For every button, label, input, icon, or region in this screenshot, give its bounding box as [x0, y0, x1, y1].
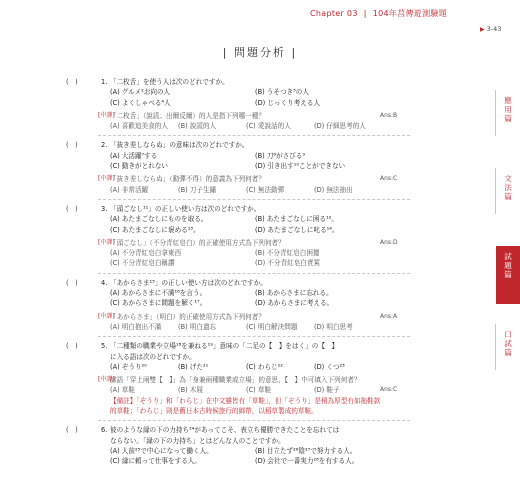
question-5: [66, 341, 410, 416]
translation-option-b: (B) 不分青紅皂白困擾: [255, 249, 320, 258]
note-line-1: 【備註】「ぞうり」和「わらじ」在中文雖皆有「草鞋」，但「ぞうり」是稍為厚型有如拖鞋款: [110, 396, 381, 405]
option-d: (D) あからさまに考える。: [255, 299, 334, 308]
tab-grammar[interactable]: [495, 168, 520, 214]
tab-label: 試 題 篇: [504, 252, 512, 279]
question-number: 6.: [101, 426, 108, 435]
triangle-icon: ▶: [480, 26, 485, 33]
translation-option-c: (C) 明白解決問題: [246, 322, 298, 331]
translation-tag: [中譯]: [98, 376, 115, 384]
section-title: | 問題分析 |: [222, 46, 298, 59]
translation-tag: [中譯]: [98, 175, 115, 183]
translation-option-d: (D) 鞋子: [314, 386, 340, 395]
translation-block: [98, 238, 410, 269]
option-c: (C) わらじ²²: [246, 362, 283, 371]
question-stem-line-2: ならない。「縁の下の力持ち」とはどんな人のことですか。: [110, 436, 285, 445]
question-stem: 「抜き差しならぬ」の意味は次のどれですか。: [110, 141, 249, 150]
translation-block: [98, 111, 410, 132]
translation-block: [98, 174, 410, 195]
translation-block: [98, 375, 410, 416]
answer-blank[interactable]: ( ): [66, 426, 78, 435]
question-6: [66, 425, 410, 466]
answer-blank[interactable]: ( ): [66, 342, 78, 351]
option-c: (C) よくしゃべる⁴人: [110, 98, 171, 107]
option-b: (B) げた²¹: [178, 362, 209, 371]
translation-option-b: (B) 說謊的人: [178, 122, 217, 131]
option-b: (B) あたまごなしに困る¹²。: [255, 215, 338, 224]
answer-blank[interactable]: ( ): [66, 141, 78, 150]
option-d: (D) 引き出す¹⁰ことができない: [255, 162, 346, 171]
translation-option-a: (A) 草鞋: [110, 386, 135, 395]
translation-stem: 「頭ごなし」（不分青紅皂白）的正確使用方式為下列何者？: [110, 238, 285, 247]
chapter-label: Chapter 03: [310, 9, 358, 18]
option-a: (A) グルメ²お向の人: [110, 88, 171, 97]
translation-tag: [中譯]: [98, 238, 115, 246]
option-a: (A) 人前²⁵で中心になって働く人。: [110, 446, 213, 455]
option-a: (A) あたまごなしにものを取る。: [110, 215, 208, 224]
translation-option-c: (C) 不分青紅皂白稱讚: [110, 259, 175, 268]
translation-stem: 「あからさま」（明白）的正確使用方式為下列何者？: [110, 312, 265, 321]
question-1: [66, 77, 410, 131]
question-stem: 「あからさま¹⁵」の正しい使い方は次のどれですか。: [110, 278, 267, 287]
option-d: (D) 会社で一番実力²⁸を有する人。: [255, 457, 359, 466]
translation-tag: [中譯]: [98, 312, 115, 320]
question-number: 3.: [101, 204, 108, 213]
translation-option-a: (A) 喜歡追美食的人: [110, 122, 168, 131]
translation-option-d: (D) 無法抽出: [314, 185, 353, 194]
question-stem: 「頭ごなし¹¹」の正しい使い方は次のどれですか。: [110, 204, 261, 213]
answer-key: Ans:A: [380, 312, 398, 320]
translation-option-c: (C) 愛說話的人: [246, 122, 291, 131]
option-c: (C) あたまごなしに褒める¹³。: [110, 225, 200, 234]
question-number: 1.: [101, 78, 108, 86]
option-d: (D) じっくり考える人: [255, 98, 321, 107]
answer-blank[interactable]: ( ): [66, 78, 78, 86]
translation-option-d: (D) 仔細思考的人: [314, 122, 366, 131]
translation-option-a: (A) 非常活躍: [110, 185, 149, 194]
option-c: (C) あからさまに間題を解く¹⁷。: [110, 299, 207, 308]
question-2: [66, 140, 410, 194]
answer-key: Ans:D: [380, 238, 398, 246]
question-4: [66, 278, 410, 332]
chapter-heading: Chapter 03 | 104年莒傳遊測驗題: [310, 9, 447, 18]
answer-key: Ans:B: [380, 111, 398, 119]
question-number: 4.: [101, 278, 108, 287]
translation-option-b: (B) 木屐: [178, 386, 203, 395]
question-stem-line-1: 彼のような縁の下の力持ち²⁴があってこそ、表立ち優勝できたことを忘れては: [110, 426, 340, 435]
option-c: (C) 縁に頼って仕事をする人。: [110, 457, 201, 466]
tab-exam[interactable]: [496, 246, 520, 304]
option-d: (D) くつ²³: [314, 362, 345, 371]
page-number: [480, 25, 501, 33]
tab-application[interactable]: [495, 90, 520, 136]
question-stem-line-1: 「二種類の職業や立場¹⁸を兼ねる¹⁹」意味の「二足の【 】をはく」の【 】: [110, 342, 339, 351]
translation-stem: 「二枚舌」（說謊；出爾反爾）的人是指下列哪一種？: [110, 111, 265, 120]
translation-option-b: (B) 明白遺忘: [178, 322, 217, 331]
divider: [98, 420, 410, 421]
translation-option-a: (A) 不分青紅皂白拿東西: [110, 249, 182, 258]
option-a: (A) あからさまに不満¹⁶を言う。: [110, 289, 207, 298]
tab-oral[interactable]: [495, 324, 520, 370]
translation-option-a: (A) 明白抱出不滿: [110, 322, 162, 331]
divider: [98, 273, 410, 274]
note-line-2: 的草鞋；「わらじ」則是舊日本古時候旅行的綁帶，以稻草製成的草鞋。: [110, 407, 318, 416]
translation-option-d: (D) 明白思考: [314, 322, 353, 331]
question-number: 2.: [101, 141, 108, 150]
option-c: (C) 動きがとれない: [110, 162, 169, 171]
translation-stem: 「抜き差しならぬ」（動彈不得）的意義為下列何者？: [110, 175, 265, 184]
option-b: (B) あからさまに忘れる。: [255, 289, 333, 298]
divider: [98, 336, 410, 337]
translation-option-c: (C) 草鞋: [246, 386, 272, 395]
translation-block: [98, 312, 410, 333]
tab-label: 應 用 篇: [504, 96, 512, 123]
tab-label: 口 試 篇: [504, 330, 512, 357]
option-b: (B) 目立たず²⁶陰²⁷で努力する人。: [255, 446, 357, 455]
page-number-label: 3-43: [486, 25, 502, 33]
exam-label: 104年莒傳遊測驗題: [372, 9, 447, 18]
page-header: [0, 0, 520, 40]
question-list: [66, 77, 410, 470]
question-stem-line-2: に入る語は次のどれですか。: [110, 352, 196, 361]
translation-option-b: (B) 刀子生鏽: [178, 185, 217, 194]
translation-stem: 諺語「穿上兩雙【 】」為「身兼兩種職業或立場」的意思，【 】中可填入下列何者？: [110, 376, 361, 385]
translation-option-c: (C) 無法動彈: [246, 185, 285, 194]
question-stem: 「二枚舌」を使う人は次のどれですか。: [110, 78, 229, 86]
option-b: (B) うそつき³の人: [255, 88, 309, 97]
question-3: [66, 204, 410, 269]
question-number: 5.: [101, 342, 108, 351]
tab-label: 文 法 篇: [504, 174, 512, 201]
option-b: (B) 刀⁸がさびる⁹: [255, 151, 306, 160]
translation-option-d: (D) 不分青紅皂白責罵: [255, 259, 321, 268]
option-d: (D) あたまごなしに叱る¹⁴。: [255, 225, 339, 234]
answer-key: Ans:C: [380, 386, 398, 394]
divider: [98, 135, 410, 136]
option-a: (A) ぞうり²⁰: [110, 362, 147, 371]
divider: [98, 199, 410, 200]
answer-blank[interactable]: ( ): [66, 278, 78, 287]
translation-tag: [中譯]: [98, 111, 115, 119]
option-a: (A) 大活躍⁷する: [110, 151, 158, 160]
answer-key: Ans:C: [380, 175, 398, 183]
answer-blank[interactable]: ( ): [66, 204, 78, 213]
